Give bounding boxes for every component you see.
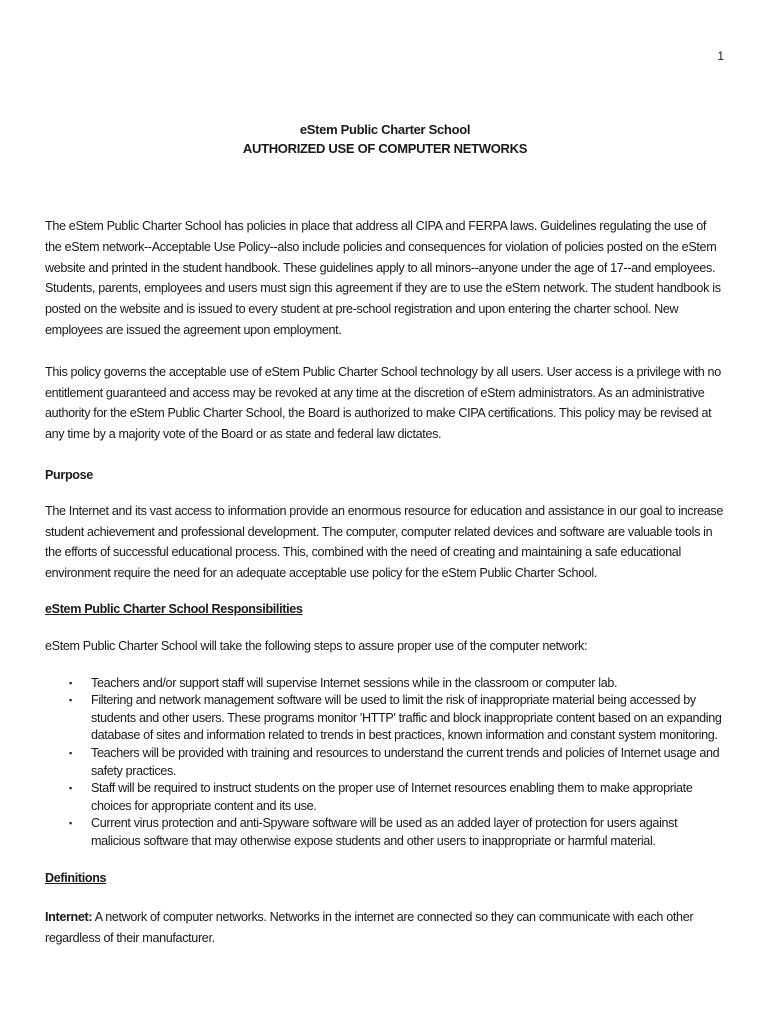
responsibilities-intro: eStem Public Charter School will take the following steps to assure proper use of the computer network: [45,638,588,653]
list-item [45,675,725,693]
list-item-text: Teachers will be provided with training and resources to understand the current trends and policies of Internet usage and safety practices. [91,745,720,778]
square-bullet-icon: ▪ [69,783,72,794]
school-name: eStem Public Charter School [299,122,471,137]
intro-paragraph: The eStem Public Charter School has policies in place that address all CIPA and FERPA laws. Guidelines regulating the use of the eStem network--Acceptable Use Policy--also include policies and consequences for violation of policies posted on the eStem website and printed in the student handbook. These guidelines apply to all minors--anyone under the age of 17--and employees. Students, parents, employees and users must sign this agreement if they are to use the eStem network. The student handbook is posted on the website and is issued to every student at pre-school registration and upon entering the charter school. New employees are issued the agreement upon employment. [45,219,721,337]
document-body [45,120,725,949]
internet-term: Internet: [45,910,93,925]
list-item [45,692,725,745]
square-bullet-icon: ▪ [69,695,72,706]
square-bullet-icon: ▪ [69,677,72,688]
definitions-heading: Definitions [45,871,107,886]
square-bullet-icon: ▪ [69,747,72,758]
purpose-heading: Purpose [45,467,93,482]
responsibilities-heading: eStem Public Charter School Responsibilities [45,601,303,616]
square-bullet-icon: ▪ [69,818,72,829]
list-item-text: Filtering and network management software will be used to limit the risk of inappropriate material being accessed by students and other users. These programs monitor 'HTTP' traffic and block inappropriate content based on an expanding database of sites and information related to trends in best practices, known information and constant system monitoring. [91,693,722,743]
list-item [45,780,725,815]
list-item-text: Staff will be required to instruct students on the proper use of Internet resources enabling them to make appropriate choices for appropriate content and its use. [91,781,693,813]
internet-definition-text: A network of computer networks. Networks in the internet are connected so they can communicate with each other regardless of their manufacturer. [45,910,694,946]
policy-paragraph: This policy governs the acceptable use of eStem Public Charter School technology by all users. User access is a privilege with no entitlement guaranteed and access may be revoked at any time at the discretion of eStem administrators. As an administrative authority for the eStem Public Charter School, the Board is authorized to make CIPA certifications. This policy may be revised at any time by a majority vote of the Board or as state and federal law dictates. [45,364,721,442]
page-number: 1 [717,49,724,63]
list-item [45,745,725,780]
list-item-text: Current virus protection and anti-Spyware software will be used as an added layer of protection for users against malicious software that may otherwise expose students and other users to inappropriate or harmful material. [91,816,678,848]
internet-definition [45,907,725,949]
list-item [45,815,725,850]
list-item-text: Teachers and/or support staff will supervise Internet sessions while in the classroom or computer lab. [91,675,618,690]
purpose-paragraph: The Internet and its vast access to information provide an enormous resource for education and assistance in our goal to increase student achievement and professional development. The computer, computer related devices and software are valuable tools in the efforts of successful educational process. This, combined with the need of creating and maintaining a safe educational environment require the need for an adequate acceptable use policy for the eStem Public Charter School. [45,503,723,581]
document-header [45,120,725,158]
document-title: AUTHORIZED USE OF COMPUTER NETWORKS [242,141,528,156]
responsibilities-list [45,675,725,851]
